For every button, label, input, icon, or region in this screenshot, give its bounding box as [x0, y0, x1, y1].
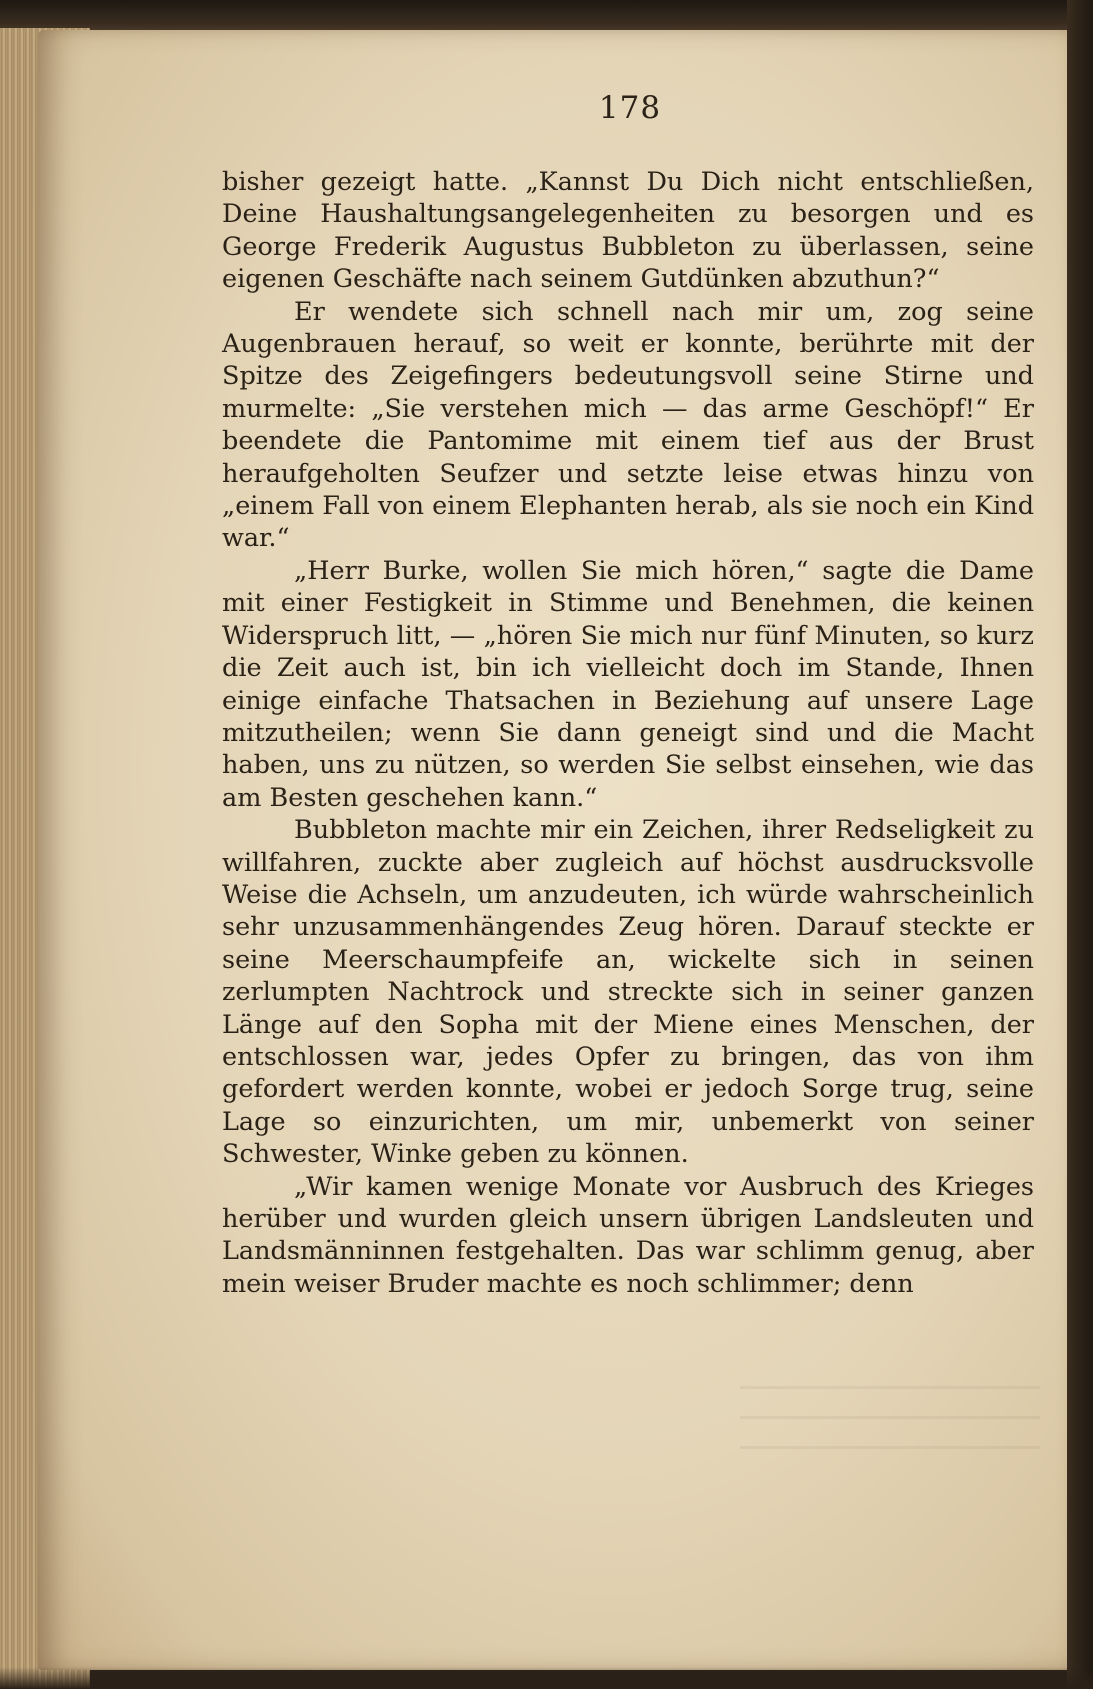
body-text	[222, 166, 1034, 1300]
paragraph-5: „Wir kamen wenige Monate vor Ausbruch des Krieges herüber und wurden gleich unsern übrigen Landsleuten und Landsmänninnen festgehalten. Das war schlimm genug, aber mein weiser Bruder machte es noch schlimmer; denn	[222, 1171, 1034, 1299]
bottom-shadow	[0, 1667, 1093, 1689]
page-number: 178	[598, 90, 662, 126]
book-cover-edge	[1067, 0, 1093, 1689]
paragraph-1: bisher gezeigt hatte. „Kannst Du Dich nicht entschließen, Deine Haushaltungsangelegenheiten zu besorgen und es George Frederik Augustus Bubbleton zu überlassen, seine eigenen Geschäfte nach seinem Gutdünken abzuthun?“	[222, 167, 1034, 295]
paragraph-3: „Herr Burke, wollen Sie mich hören,“ sagte die Dame mit einer Festigkeit in Stimme und Benehmen, die keinen Widerspruch litt, — „hören Sie mich nur fünf Minuten, so kurz die Zeit auch ist, bin ich vielleicht doch im Stande, Ihnen einige einfache Thatsachen in Beziehung auf unsere Lage mitzutheilen; wenn Sie dann geneigt sind und die Macht haben, uns zu nützen, so werden Sie selbst einsehen, wie das am Besten geschehen kann.“	[222, 555, 1034, 813]
bleed-through-text	[740, 1386, 1040, 1476]
paragraph-4: Bubbleton machte mir ein Zeichen, ihrer Redseligkeit zu willfahren, zuckte aber zugleich auf höchst ausdrucksvolle Weise die Achseln, um anzudeuten, ich würde wahrscheinlich sehr unzusammenhängendes Zeug hören. Darauf steckte er seine Meerschaumpfeife an, wickelte sich in seinen zerlumpten Nachtrock und streckte sich in seiner ganzen Länge auf den Sopha mit der Miene eines Menschen, der entschlossen war, jedes Opfer zu bringen, das von ihm gefordert werden konnte, wobei er jedoch Sorge trug, seine Lage so einzurichten, um mir, unbemerkt von seiner Schwester, Winke geben zu können.	[222, 815, 1034, 1170]
paragraph-2: Er wendete sich schnell nach mir um, zog seine Augenbrauen herauf, so weit er konnte, berührte mit der Spitze des Zeigefingers bedeutungsvoll seine Stirne und murmelte: „Sie verstehen mich — das arme Geschöpf!“ Er beendete die Pantomime mit einem tief aus der Brust heraufgeholten Seufzer und setzte leise etwas hinzu von „einem Fall von einem Elephanten herab, als sie noch ein Kind war.“	[222, 296, 1035, 554]
